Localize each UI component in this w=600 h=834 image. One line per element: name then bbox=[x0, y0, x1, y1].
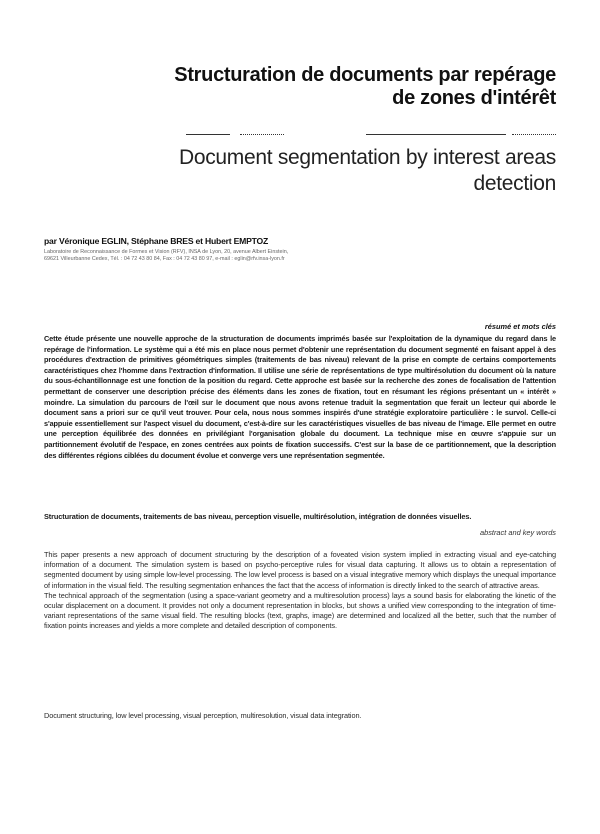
abstract-text bbox=[44, 550, 556, 632]
title-english: Document segmentation by interest areas detection bbox=[178, 146, 556, 195]
title-rule bbox=[512, 134, 556, 135]
abstract-paragraph: This paper presents a new approach of document structuring by the description of a foveated vision system implied in extracting visual and eye-catching information of a document. The simulation system is based on psycho-perceptive rules for visual data capturing. It allows us to obtain a representation of segmented document by using simple low-level processing. The low level process is based on a visual integrative memory which displays the unequal importance of information in the visual field. The resulting segmentation enhances the fact that the access of information is directly linked to the search of attractive areas. bbox=[44, 550, 556, 590]
resume-text: Cette étude présente une nouvelle approche de la structuration de documents imprimés basée sur l'exploitation de la dynamique du regard dans le repérage de l'information. Le système qui a été mis en place nous permet d'obtenir une représentation du document segmenté en faisant appel à des procédures d'extraction de primitives géométriques simples (traitements de bas niveau) relevant de la prise en compte de certains comportements caractéristiques chez l'homme dans l'extraction d'information. Il utilise une série de représentations de type multirésolution du document où la nature du sous-échantillonnage est une fonction de la position du regard. Cette approche est basée sur la recherche des zones de focalisation de l'attention permettant de conserver une description précise des éléments dans les zones de fixation, tout en résumant les régions présentant un « intérêt » moindre. La simulation du parcours de l'œil sur le document que nous avons retenue traduit la segmentation que ferait un lecteur qui aborde le document sans a priori sur ce qu'il veut trouver. Pour cela, nous nous sommes inspirés d'une stratégie exploratoire particulière : le survol. Celle-ci s'appuie essentiellement sur l'aspect visuel du document, c'est-à-dire sur les caractéristiques visuelles de bas niveau de l'image. Elle permet en outre une perception équilibrée des données en privilégiant l'organisation globale du document. La technique mise en œuvre s'appuie sur un partitionnement évolutif de l'espace, en zones centrées aux points de fixation successifs. C'est sur la base de ce partitionnement, que la description des différentes régions ciblées du document évolue et converge vers une représentation segmentée. bbox=[44, 334, 556, 460]
title-rule bbox=[366, 134, 506, 135]
affiliation: Laboratoire de Reconnaissance de Formes et Vision (RFV), INSA de Lyon, 20, avenue Albert Einstein, 69621 Villeurbanne Cedex, Tél. : 04 72 43 80 84, Fax : 04 72 43 80 97, e-mail : eglin@rfv.insa-lyon.fr bbox=[44, 249, 289, 263]
title-french: Structuration de documents par repérage de zones d'intérêt bbox=[174, 64, 556, 109]
resume-heading: résumé et mots clés bbox=[484, 322, 556, 331]
keywords-french: Structuration de documents, traitements de bas niveau, perception visuelle, multirésolution, intégration de données visuelles. bbox=[44, 512, 472, 521]
keywords-english: Document structuring, low level processing, visual perception, multiresolution, visual data integration. bbox=[44, 711, 362, 720]
abstract-paragraph: The technical approach of the segmentation (using a space-variant geometry and a multiresolution process) lays a sound basis for elaborating the kinetic of the ocular displacement on a document. It provides not only a document representation in blocks, but shows a unified view corresponding to the integration of time-variant representations of the same visual field. The resulting blocks (text, graphs, image) are determined and localized all the better, such that the number of fixation points increases and yields a more complete and detailed description of components. bbox=[44, 590, 556, 631]
authors: par Véronique EGLIN, Stéphane BRES et Hubert EMPTOZ bbox=[44, 236, 269, 246]
title-rule bbox=[186, 134, 230, 135]
title-rule bbox=[240, 134, 284, 135]
abstract-heading: abstract and key words bbox=[480, 528, 556, 537]
